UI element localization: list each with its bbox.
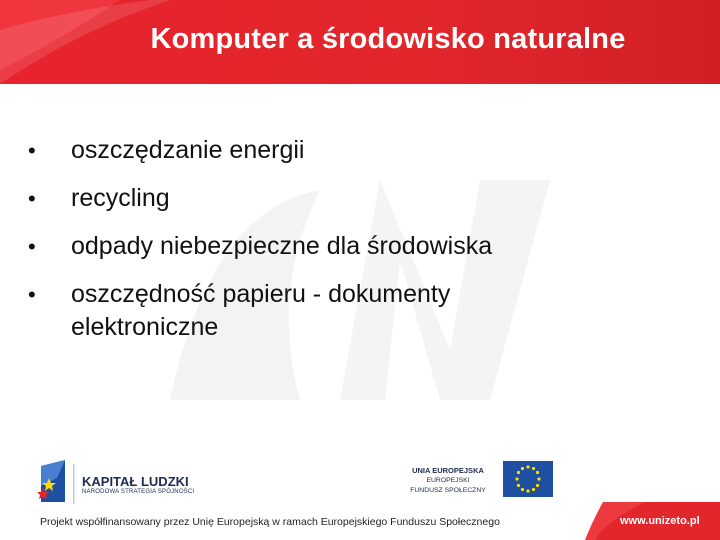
eu-label — [402, 466, 494, 496]
bullet-dot-icon: • — [28, 282, 36, 307]
bullet-text: oszczędność papieru - dokumenty elektroniczne — [71, 280, 451, 341]
kapital-ludzki-subtitle: NARODOWA STRATEGIA SPÓJNOŚCI — [82, 489, 195, 495]
bullet-dot-icon: • — [28, 186, 36, 211]
bullet-item — [28, 134, 688, 167]
eu-flag-icon — [503, 461, 553, 501]
cofinancing-text: Projekt współfinansowany przez Unię Europejską w ramach Europejskiego Funduszu Społecznego — [40, 516, 500, 528]
bullet-text: odpady niebezpieczne dla środowiska — [71, 232, 493, 260]
bullet-text: oszczędzanie energii — [71, 136, 305, 164]
kapital-ludzki-title: KAPITAŁ LUDZKI — [82, 474, 189, 489]
bullet-list — [28, 134, 688, 359]
bullet-item — [28, 278, 588, 344]
eu-label-line2: EUROPEJSKI — [426, 477, 470, 484]
website-link[interactable]: www.unizeto.pl — [620, 515, 700, 527]
slide-title: Komputer a środowisko naturalne — [150, 22, 626, 55]
bullet-text: recycling — [71, 184, 170, 212]
title-bar — [0, 0, 720, 84]
bullet-dot-icon: • — [28, 138, 36, 163]
eu-label-line1: UNIA EUROPEJSKA — [412, 466, 484, 475]
bullet-item — [28, 182, 688, 215]
bullet-item — [28, 230, 688, 263]
bullet-dot-icon: • — [28, 234, 36, 259]
eu-label-line3: FUNDUSZ SPOŁECZNY — [410, 487, 486, 494]
